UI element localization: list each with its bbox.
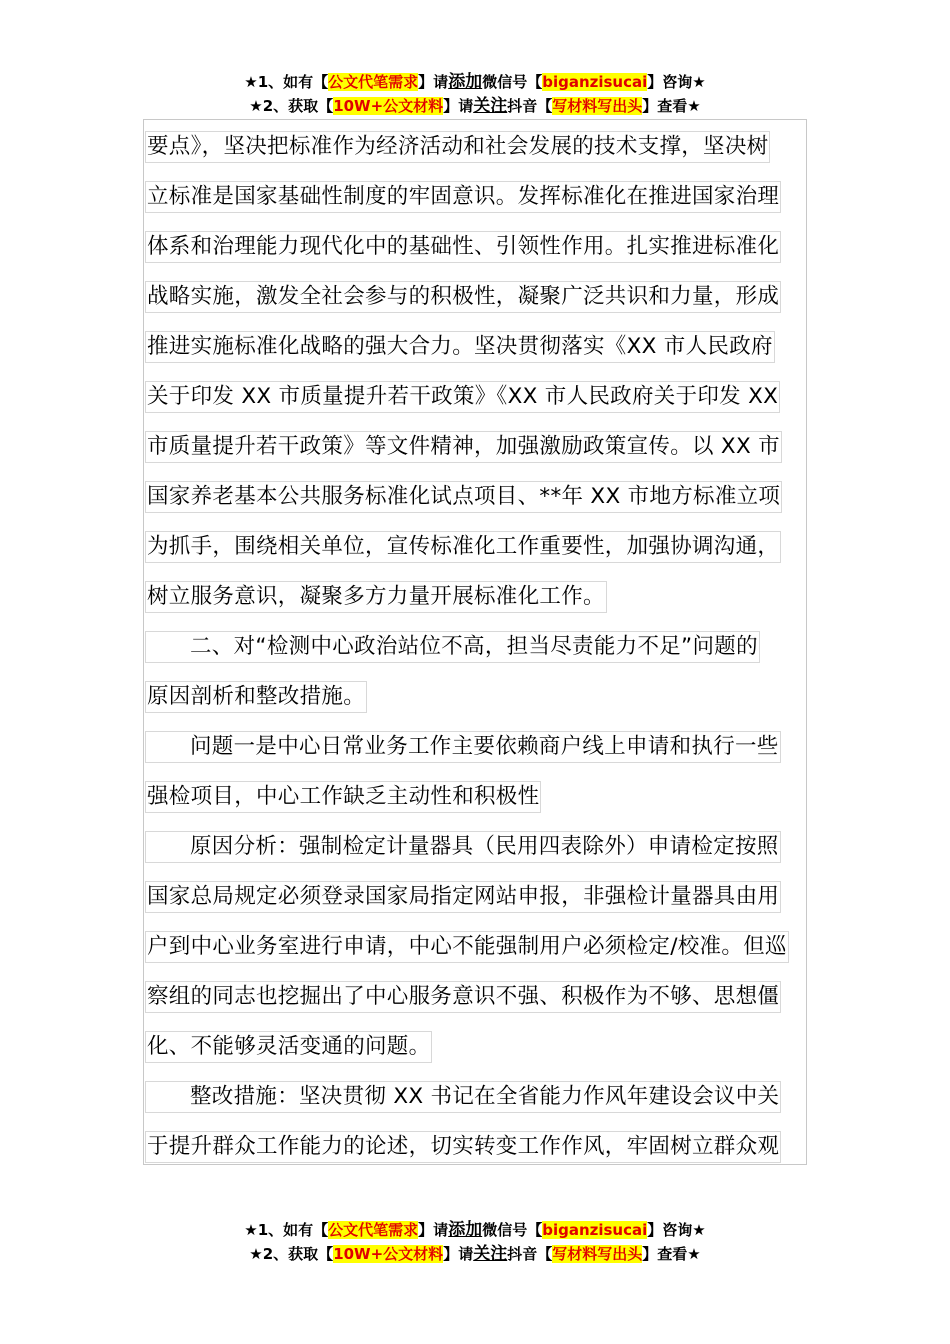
text-line [145,571,795,621]
line-text: 国家总局规定必须登录国家局指定网站申报，非强检计量器具由用 [145,881,781,913]
text-line [145,421,795,471]
text-line [145,121,795,171]
line-text: 问题一是中心日常业务工作主要依赖商户线上申请和执行一些 [145,731,781,763]
banner-text: 】咨询★ [647,1221,706,1239]
banner-text: ★1、如有【 [244,1221,329,1239]
banner-line-1 [0,70,950,94]
text-line [145,1121,795,1171]
rectification-paragraph [145,1071,795,1121]
highlight-wechat-id: biganzisucai [542,1221,648,1239]
text-line [145,871,795,921]
highlight-douyin-account: 写材料写出头 [552,1245,643,1263]
line-text: 整改措施：坚决贯彻 XX 书记在全省能力作风年建设会议中关 [145,1081,781,1113]
text-line [145,971,795,1021]
line-text: 立标准是国家基础性制度的牢固意识。发挥标准化在推进国家治理 [145,181,781,213]
text-line [145,1021,795,1071]
text-line [145,221,795,271]
banner-text: 】查看★ [642,97,701,115]
text-line [145,771,795,821]
banner-text: 】请 [418,73,449,91]
text-line [145,321,795,371]
line-text: 要点》，坚决把标准作为经济活动和社会发展的技术支撑，坚决树 [145,131,770,163]
banner-text: 】查看★ [642,1245,701,1263]
banner-line-1 [0,1218,950,1242]
banner-text: 抖音【 [507,97,553,115]
banner-text: ★1、如有【 [244,73,329,91]
line-text: 为抓手，围绕相关单位，宣传标准化工作重要性，加强协调沟通， [145,531,781,563]
banner-text: 】请 [443,1245,474,1263]
highlight-materials: 10W+公文材料 [333,1245,444,1263]
text-line [145,921,795,971]
banner-text: ★2、获取【 [249,97,334,115]
cause-analysis-paragraph [145,821,795,871]
line-text: 察组的同志也挖掘出了中心服务意识不强、积极作为不够、思想僵 [145,981,781,1013]
banner-text: 微信号【 [482,73,543,91]
line-text: 原因分析：强制检定计量器具（民用四表除外）申请检定按照 [145,831,781,863]
text-line [145,671,795,721]
banner-emphasis: 添加 [448,1220,483,1240]
line-text: 化、不能够灵活变通的问题。 [145,1031,432,1063]
problem-heading [145,721,795,771]
banner-text: 】咨询★ [647,73,706,91]
banner-line-2 [0,1242,950,1266]
highlight-materials: 10W+公文材料 [333,97,444,115]
banner-emphasis: 关注 [473,1244,508,1264]
highlight-service: 公文代笔需求 [328,73,419,91]
bottom-banner [0,1218,950,1266]
line-text: 树立服务意识，凝聚多方力量开展标准化工作。 [145,581,607,613]
banner-text: 】请 [443,97,474,115]
highlight-douyin-account: 写材料写出头 [552,97,643,115]
banner-line-2 [0,94,950,118]
highlight-service: 公文代笔需求 [328,1221,419,1239]
banner-text: 微信号【 [482,1221,543,1239]
line-text: 关于印发 XX 市质量提升若干政策》《XX 市人民政府关于印发 XX [145,381,780,413]
text-line [145,271,795,321]
text-line [145,521,795,571]
banner-emphasis: 添加 [448,72,483,92]
line-text: 于提升群众工作能力的论述，切实转变工作作风，牢固树立群众观 [145,1131,781,1163]
banner-text: 抖音【 [507,1245,553,1263]
text-line [145,471,795,521]
line-text: 户到中心业务室进行申请，中心不能强制用户必须检定/校准。但巡 [145,931,789,963]
section-heading [145,621,795,671]
document-body [145,121,795,1171]
banner-text: ★2、获取【 [249,1245,334,1263]
line-text: 国家养老基本公共服务标准化试点项目、**年 XX 市地方标准立项 [145,481,782,513]
line-text: 推进实施标准化战略的强大合力。坚决贯彻落实《XX 市人民政府 [145,331,775,363]
line-text: 原因剖析和整改措施。 [145,681,367,713]
text-line [145,371,795,421]
top-banner [0,70,950,118]
highlight-wechat-id: biganzisucai [542,73,648,91]
line-text: 体系和治理能力现代化中的基础性、引领性作用。扎实推进标准化 [145,231,781,263]
banner-emphasis: 关注 [473,96,508,116]
line-text: 二、对“检测中心政治站位不高，担当尽责能力不足”问题的 [145,631,760,663]
line-text: 战略实施，激发全社会参与的积极性，凝聚广泛共识和力量，形成 [145,281,781,313]
text-line [145,171,795,221]
line-text: 强检项目，中心工作缺乏主动性和积极性 [145,781,541,813]
banner-text: 】请 [418,1221,449,1239]
line-text: 市质量提升若干政策》等文件精神，加强激励政策宣传。以 XX 市 [145,431,782,463]
